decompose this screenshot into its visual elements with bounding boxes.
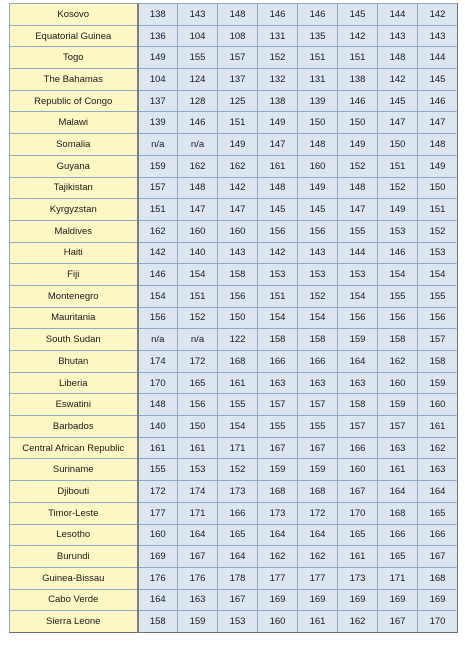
country-cell: The Bahamas <box>10 69 138 91</box>
table-row <box>10 4 458 26</box>
rank-cell: 167 <box>218 589 258 611</box>
rank-cell: 157 <box>218 47 258 69</box>
rank-cell: 161 <box>258 155 298 177</box>
table-row <box>10 90 458 112</box>
rank-cell: 150 <box>178 416 218 438</box>
rank-cell: 147 <box>178 199 218 221</box>
rank-cell: 150 <box>298 112 338 134</box>
rank-cell: 159 <box>338 329 378 351</box>
rank-cell: 148 <box>218 4 258 26</box>
rank-cell: 142 <box>218 177 258 199</box>
rank-cell: 168 <box>298 481 338 503</box>
rank-cell: 151 <box>138 199 178 221</box>
rank-cell: 166 <box>298 351 338 373</box>
rank-cell: 155 <box>258 416 298 438</box>
country-cell: Suriname <box>10 459 138 481</box>
rank-cell: 164 <box>138 589 178 611</box>
rank-cell: 149 <box>298 177 338 199</box>
rank-cell: 165 <box>378 546 418 568</box>
rank-cell: 162 <box>418 437 458 459</box>
table-row <box>10 546 458 568</box>
rank-cell: 131 <box>298 69 338 91</box>
country-cell: South Sudan <box>10 329 138 351</box>
rank-cell: 159 <box>378 394 418 416</box>
rank-cell: 168 <box>218 351 258 373</box>
rank-cell: 165 <box>218 524 258 546</box>
rank-cell: 172 <box>178 351 218 373</box>
rank-cell: 131 <box>258 25 298 47</box>
rank-cell: 153 <box>378 220 418 242</box>
rank-cell: 171 <box>218 437 258 459</box>
table-row <box>10 155 458 177</box>
rank-cell: 163 <box>418 459 458 481</box>
rank-cell: 145 <box>298 199 338 221</box>
rank-cell: 152 <box>218 459 258 481</box>
rank-cell: 150 <box>338 112 378 134</box>
rank-cell: 160 <box>218 220 258 242</box>
rank-cell: 177 <box>258 567 298 589</box>
country-cell: Lesotho <box>10 524 138 546</box>
rank-cell: 150 <box>418 177 458 199</box>
rank-cell: 161 <box>378 459 418 481</box>
country-cell: Guyana <box>10 155 138 177</box>
rank-cell: 163 <box>258 372 298 394</box>
rank-cell: 156 <box>378 307 418 329</box>
rank-cell: 168 <box>258 481 298 503</box>
rank-cell: 150 <box>378 134 418 156</box>
rank-cell: 138 <box>138 4 178 26</box>
rank-cell: 154 <box>258 307 298 329</box>
rank-cell: 144 <box>378 4 418 26</box>
rank-cell: 169 <box>418 589 458 611</box>
rank-cell: 167 <box>418 546 458 568</box>
rank-cell: 158 <box>218 264 258 286</box>
rank-cell: 167 <box>338 481 378 503</box>
rank-cell: 156 <box>258 220 298 242</box>
rank-cell: 148 <box>418 134 458 156</box>
table-row <box>10 285 458 307</box>
country-cell: Somalia <box>10 134 138 156</box>
table-row <box>10 351 458 373</box>
rank-cell: 165 <box>178 372 218 394</box>
rank-cell: 171 <box>378 567 418 589</box>
rank-cell: 128 <box>178 90 218 112</box>
rank-cell: 160 <box>418 394 458 416</box>
rank-cell: n/a <box>138 134 178 156</box>
rank-cell: 160 <box>298 155 338 177</box>
rank-cell: 151 <box>338 47 378 69</box>
rank-cell: 163 <box>378 437 418 459</box>
rank-cell: 147 <box>218 199 258 221</box>
rank-cell: 171 <box>178 502 218 524</box>
country-cell: Tajikistan <box>10 177 138 199</box>
rank-cell: 156 <box>178 394 218 416</box>
rank-cell: 144 <box>338 242 378 264</box>
country-cell: Bhutan <box>10 351 138 373</box>
country-cell: Liberia <box>10 372 138 394</box>
rank-cell: 167 <box>258 437 298 459</box>
rank-cell: 158 <box>138 611 178 633</box>
country-cell: Maldives <box>10 220 138 242</box>
rank-cell: 168 <box>418 567 458 589</box>
rank-cell: 159 <box>138 155 178 177</box>
rank-cell: 162 <box>178 155 218 177</box>
rank-cell: 145 <box>258 199 298 221</box>
country-cell: Fiji <box>10 264 138 286</box>
rank-cell: 137 <box>218 69 258 91</box>
rank-cell: 153 <box>418 242 458 264</box>
country-cell: Togo <box>10 47 138 69</box>
country-cell: Barbados <box>10 416 138 438</box>
rank-cell: 149 <box>138 47 178 69</box>
rank-cell: 174 <box>138 351 178 373</box>
rank-cell: 155 <box>418 285 458 307</box>
rank-cell: 178 <box>218 567 258 589</box>
rank-cell: 158 <box>338 394 378 416</box>
rank-cell: 142 <box>418 4 458 26</box>
table-row <box>10 199 458 221</box>
rank-cell: 152 <box>178 307 218 329</box>
table-row <box>10 112 458 134</box>
rank-cell: 161 <box>338 546 378 568</box>
country-cell: Guinea-Bissau <box>10 567 138 589</box>
rank-cell: 122 <box>218 329 258 351</box>
rank-cell: 158 <box>258 329 298 351</box>
rank-cell: 160 <box>378 372 418 394</box>
rank-cell: 147 <box>338 199 378 221</box>
rank-cell: 154 <box>298 307 338 329</box>
rank-cell: 166 <box>418 524 458 546</box>
table-row <box>10 459 458 481</box>
rank-cell: 169 <box>378 589 418 611</box>
rank-cell: 145 <box>378 90 418 112</box>
country-cell: Cabo Verde <box>10 589 138 611</box>
rank-cell: 151 <box>178 285 218 307</box>
rank-cell: 146 <box>178 112 218 134</box>
rank-cell: 147 <box>258 134 298 156</box>
rank-cell: 149 <box>258 112 298 134</box>
rank-cell: 164 <box>378 481 418 503</box>
rank-cell: 156 <box>138 307 178 329</box>
rank-cell: 163 <box>338 372 378 394</box>
country-cell: Kyrgyzstan <box>10 199 138 221</box>
rank-cell: 161 <box>418 416 458 438</box>
rank-cell: 154 <box>218 416 258 438</box>
table-row <box>10 220 458 242</box>
rank-cell: 166 <box>378 524 418 546</box>
rank-cell: 157 <box>378 416 418 438</box>
rank-cell: 143 <box>298 242 338 264</box>
rank-cell: 177 <box>298 567 338 589</box>
rank-cell: 152 <box>378 177 418 199</box>
rank-cell: 157 <box>338 416 378 438</box>
rank-cell: 108 <box>218 25 258 47</box>
rank-cell: 164 <box>258 524 298 546</box>
rank-cell: 172 <box>138 481 178 503</box>
rank-cell: 136 <box>138 25 178 47</box>
rank-cell: 154 <box>378 264 418 286</box>
rank-cell: 155 <box>338 220 378 242</box>
ranking-table <box>9 3 458 633</box>
rank-cell: 153 <box>338 264 378 286</box>
rank-cell: 148 <box>338 177 378 199</box>
rank-cell: 157 <box>418 329 458 351</box>
rank-cell: 164 <box>218 546 258 568</box>
table-row <box>10 416 458 438</box>
rank-cell: 169 <box>138 546 178 568</box>
rank-cell: 145 <box>418 69 458 91</box>
table-row <box>10 264 458 286</box>
rank-cell: 164 <box>298 524 338 546</box>
rank-cell: n/a <box>178 329 218 351</box>
rank-cell: 146 <box>338 90 378 112</box>
rank-cell: 124 <box>178 69 218 91</box>
rank-cell: 146 <box>298 4 338 26</box>
rank-cell: 162 <box>258 546 298 568</box>
rank-cell: 156 <box>418 307 458 329</box>
rank-cell: 139 <box>138 112 178 134</box>
rank-cell: 164 <box>418 481 458 503</box>
rank-cell: 177 <box>138 502 178 524</box>
country-cell: Timor-Leste <box>10 502 138 524</box>
rank-cell: 167 <box>178 546 218 568</box>
country-cell: Djibouti <box>10 481 138 503</box>
table-row <box>10 242 458 264</box>
rank-cell: 169 <box>338 589 378 611</box>
rank-cell: 176 <box>178 567 218 589</box>
rank-cell: 132 <box>258 69 298 91</box>
rank-cell: 149 <box>218 134 258 156</box>
rank-cell: 169 <box>258 589 298 611</box>
rank-cell: 152 <box>338 155 378 177</box>
rank-cell: 143 <box>178 4 218 26</box>
rank-cell: 149 <box>378 199 418 221</box>
table-row <box>10 177 458 199</box>
rank-cell: 162 <box>138 220 178 242</box>
rank-cell: 142 <box>378 69 418 91</box>
rank-cell: 164 <box>338 351 378 373</box>
rank-cell: 162 <box>218 155 258 177</box>
rank-cell: 148 <box>138 394 178 416</box>
country-cell: Burundi <box>10 546 138 568</box>
rank-cell: 174 <box>178 481 218 503</box>
rank-cell: 158 <box>298 329 338 351</box>
table-row <box>10 307 458 329</box>
rank-cell: 125 <box>218 90 258 112</box>
rank-cell: 162 <box>298 546 338 568</box>
rank-cell: 157 <box>138 177 178 199</box>
rank-cell: 172 <box>298 502 338 524</box>
table-row <box>10 25 458 47</box>
rank-cell: 143 <box>378 25 418 47</box>
rank-cell: 147 <box>378 112 418 134</box>
rank-cell: 156 <box>298 220 338 242</box>
rank-cell: 143 <box>218 242 258 264</box>
rank-cell: 137 <box>138 90 178 112</box>
rank-cell: 155 <box>138 459 178 481</box>
rank-cell: 142 <box>338 25 378 47</box>
rank-cell: 148 <box>298 134 338 156</box>
rank-cell: 153 <box>298 264 338 286</box>
rank-cell: 104 <box>138 69 178 91</box>
rank-cell: 156 <box>218 285 258 307</box>
country-cell: Equatorial Guinea <box>10 25 138 47</box>
rank-cell: 138 <box>338 69 378 91</box>
rank-cell: 140 <box>138 416 178 438</box>
country-cell: Central African Republic <box>10 437 138 459</box>
rank-cell: 148 <box>178 177 218 199</box>
rank-cell: 164 <box>178 524 218 546</box>
rank-cell: 145 <box>338 4 378 26</box>
rank-cell: 170 <box>338 502 378 524</box>
rank-cell: 169 <box>298 589 338 611</box>
rank-cell: 166 <box>258 351 298 373</box>
table-row <box>10 47 458 69</box>
table-row <box>10 567 458 589</box>
rank-cell: 140 <box>178 242 218 264</box>
rank-cell: 158 <box>378 329 418 351</box>
rank-cell: 158 <box>418 351 458 373</box>
rank-cell: 153 <box>178 459 218 481</box>
rank-cell: 165 <box>338 524 378 546</box>
rank-cell: 151 <box>298 47 338 69</box>
table-body <box>10 4 458 633</box>
rank-cell: 167 <box>298 437 338 459</box>
rank-cell: 159 <box>298 459 338 481</box>
rank-cell: 160 <box>258 611 298 633</box>
table-row <box>10 69 458 91</box>
rank-cell: 154 <box>178 264 218 286</box>
rank-cell: 159 <box>178 611 218 633</box>
rank-cell: 168 <box>378 502 418 524</box>
rank-cell: 155 <box>298 416 338 438</box>
rank-cell: 166 <box>338 437 378 459</box>
rank-cell: 159 <box>418 372 458 394</box>
rank-cell: 159 <box>258 459 298 481</box>
rank-cell: 163 <box>298 372 338 394</box>
country-cell: Mauritania <box>10 307 138 329</box>
rank-cell: 165 <box>418 502 458 524</box>
table-row <box>10 437 458 459</box>
rank-cell: 138 <box>258 90 298 112</box>
rank-cell: 155 <box>378 285 418 307</box>
country-cell: Eswatini <box>10 394 138 416</box>
table-row <box>10 502 458 524</box>
rank-cell: n/a <box>138 329 178 351</box>
rank-cell: 146 <box>378 242 418 264</box>
table-row <box>10 372 458 394</box>
rank-cell: 161 <box>298 611 338 633</box>
rank-cell: 160 <box>138 524 178 546</box>
rank-cell: 167 <box>378 611 418 633</box>
rank-cell: 162 <box>338 611 378 633</box>
rank-cell: 153 <box>218 611 258 633</box>
country-cell: Haiti <box>10 242 138 264</box>
rank-cell: 157 <box>298 394 338 416</box>
country-cell: Malawi <box>10 112 138 134</box>
rank-cell: 161 <box>178 437 218 459</box>
rank-cell: 160 <box>338 459 378 481</box>
rank-cell: 104 <box>178 25 218 47</box>
rank-cell: 148 <box>378 47 418 69</box>
rank-cell: 166 <box>218 502 258 524</box>
rank-cell: 151 <box>378 155 418 177</box>
rank-cell: 170 <box>418 611 458 633</box>
rank-cell: 151 <box>418 199 458 221</box>
rank-cell: 154 <box>138 285 178 307</box>
rank-cell: 155 <box>178 47 218 69</box>
rank-cell: 152 <box>298 285 338 307</box>
rank-cell: 148 <box>258 177 298 199</box>
table-row <box>10 394 458 416</box>
table-row <box>10 589 458 611</box>
table-row <box>10 329 458 351</box>
rank-cell: 156 <box>338 307 378 329</box>
rank-cell: 146 <box>418 90 458 112</box>
rank-cell: 149 <box>338 134 378 156</box>
rank-cell: 153 <box>258 264 298 286</box>
rank-cell: 152 <box>418 220 458 242</box>
rank-cell: 146 <box>258 4 298 26</box>
rank-cell: 173 <box>218 481 258 503</box>
rank-cell: 142 <box>258 242 298 264</box>
rank-cell: 146 <box>138 264 178 286</box>
ranking-table-container <box>9 3 457 633</box>
country-cell: Sierra Leone <box>10 611 138 633</box>
rank-cell: 161 <box>218 372 258 394</box>
rank-cell: 144 <box>418 47 458 69</box>
rank-cell: 154 <box>338 285 378 307</box>
rank-cell: 151 <box>218 112 258 134</box>
rank-cell: 161 <box>138 437 178 459</box>
table-row <box>10 481 458 503</box>
country-cell: Republic of Congo <box>10 90 138 112</box>
rank-cell: 173 <box>338 567 378 589</box>
rank-cell: 152 <box>258 47 298 69</box>
rank-cell: 157 <box>258 394 298 416</box>
rank-cell: 155 <box>218 394 258 416</box>
rank-cell: 142 <box>138 242 178 264</box>
rank-cell: 149 <box>418 155 458 177</box>
country-cell: Kosovo <box>10 4 138 26</box>
rank-cell: 162 <box>378 351 418 373</box>
rank-cell: 135 <box>298 25 338 47</box>
table-row <box>10 524 458 546</box>
rank-cell: 160 <box>178 220 218 242</box>
country-cell: Montenegro <box>10 285 138 307</box>
table-row <box>10 134 458 156</box>
rank-cell: 150 <box>218 307 258 329</box>
rank-cell: 154 <box>418 264 458 286</box>
rank-cell: n/a <box>178 134 218 156</box>
rank-cell: 163 <box>178 589 218 611</box>
rank-cell: 170 <box>138 372 178 394</box>
rank-cell: 173 <box>258 502 298 524</box>
rank-cell: 151 <box>258 285 298 307</box>
rank-cell: 147 <box>418 112 458 134</box>
rank-cell: 143 <box>418 25 458 47</box>
table-row <box>10 611 458 633</box>
rank-cell: 176 <box>138 567 178 589</box>
rank-cell: 139 <box>298 90 338 112</box>
